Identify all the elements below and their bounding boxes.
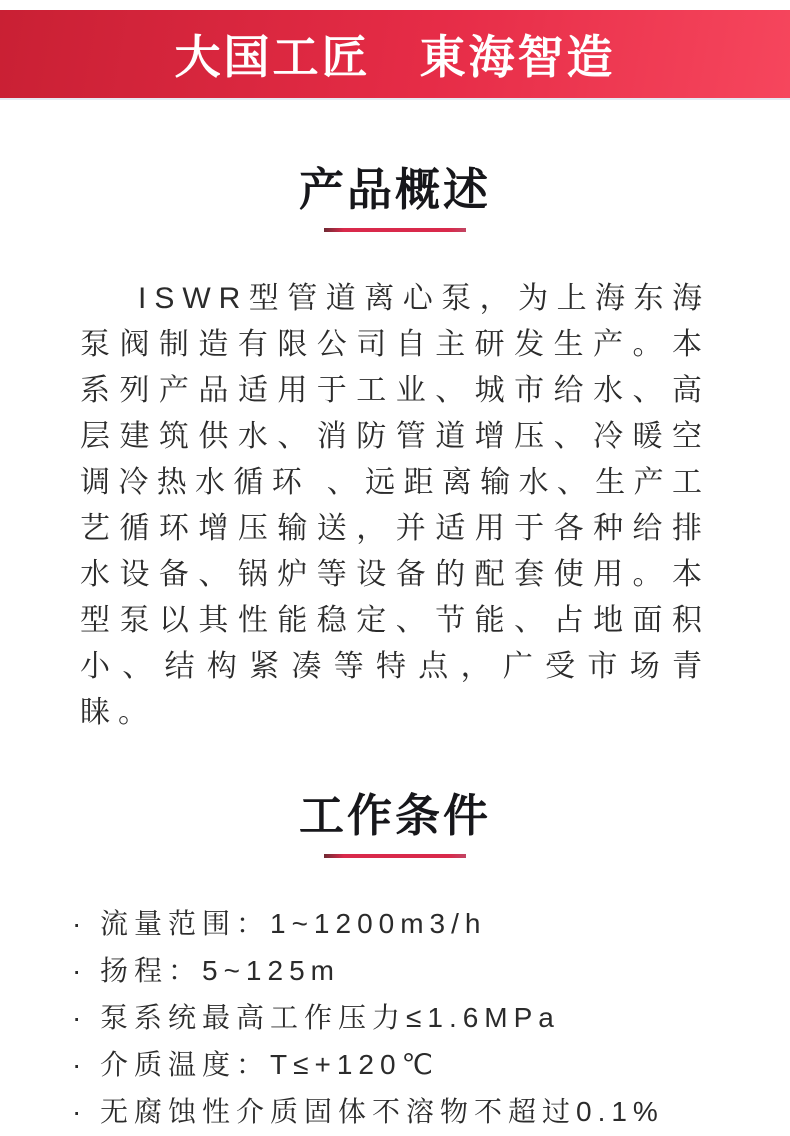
banner-title: 大国工匠 東海智造 [174, 31, 616, 83]
section-working-conditions [0, 788, 790, 1135]
spec-text: 无腐蚀性介质固体不溶物不超过0.1% [100, 1096, 664, 1127]
spec-text: 扬程：5~125m [100, 955, 340, 986]
heading-underline [324, 854, 466, 858]
overview-paragraph: ISWR型管道离心泵，为上海东海泵阀制造有限公司自主研发生产。本系列产品适用于工业、城市给水、高层建筑供水、消防管道增压、冷暖空调冷热水循环 、远距离输水、生产工艺循环增压输送，并适用于各种给排水设备、锅炉等设备的配套使用。本型泵以其性能稳定、节能、占地面积小、结构紧凑等特点，广受市场青睐。 [80, 282, 710, 729]
heading-underline [324, 228, 466, 232]
spec-item-max-pressure [72, 994, 740, 1041]
spec-list [0, 900, 790, 1135]
overview-heading: 产品概述 [298, 164, 491, 215]
product-page [0, 10, 790, 1136]
spec-text: 介质温度：T≤+120℃ [100, 1049, 439, 1080]
working-conditions-heading: 工作条件 [298, 790, 491, 841]
spec-text: 流量范围：1~1200m3/h [100, 908, 487, 939]
header-banner [0, 10, 790, 98]
spec-item-solids-content [72, 1088, 740, 1135]
spec-text: 泵系统最高工作压力≤1.6MPa [100, 1002, 560, 1033]
bullet-icon: · [72, 908, 88, 939]
bullet-icon: · [72, 1049, 88, 1080]
spec-item-medium-temperature [72, 1041, 740, 1088]
spec-item-head [72, 947, 740, 994]
spec-item-flow-range [72, 900, 740, 947]
bullet-icon: · [72, 955, 88, 986]
bullet-icon: · [72, 1096, 88, 1127]
section-overview [0, 162, 790, 736]
bullet-icon: · [72, 1002, 88, 1033]
main-content [0, 162, 790, 1135]
